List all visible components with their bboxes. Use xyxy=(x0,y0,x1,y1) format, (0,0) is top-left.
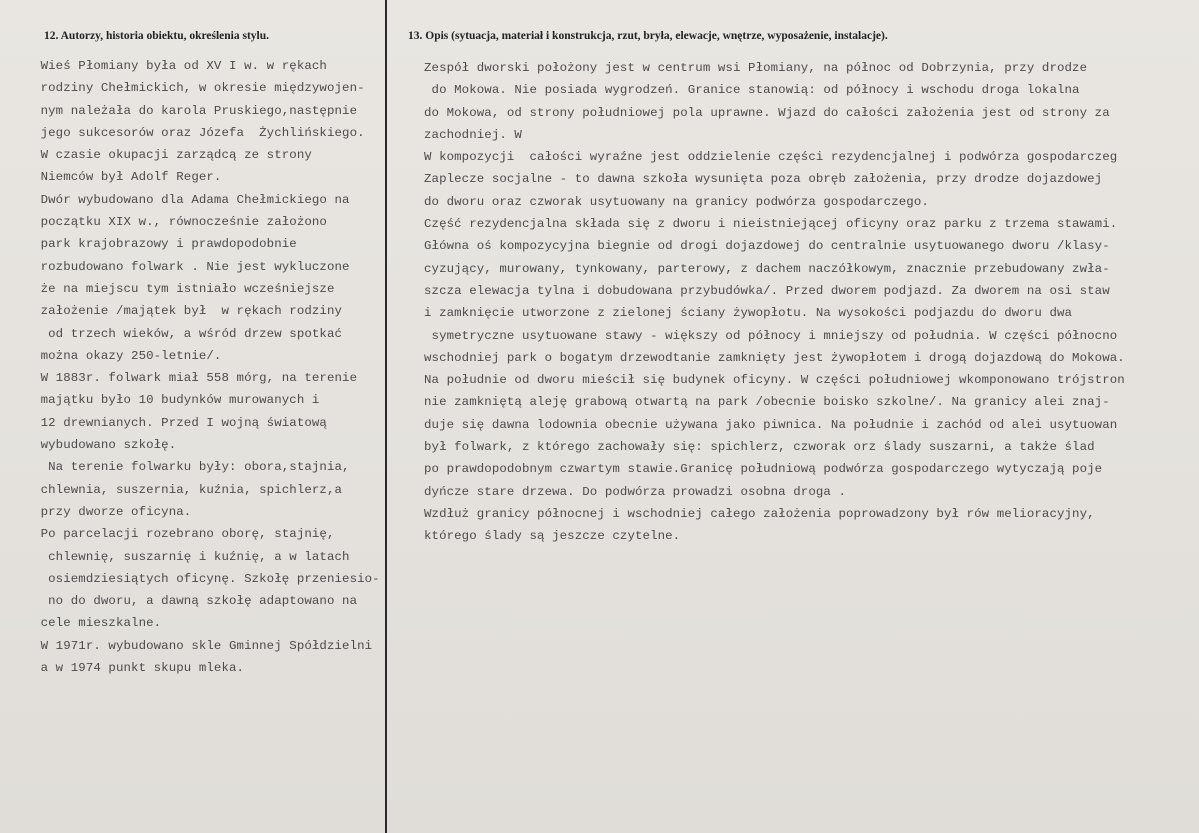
text-line: Część rezydencjalna składa się z dworu i nieistniejącej oficyny oraz parku z trzema stawami. xyxy=(424,217,1118,232)
text-line: W czasie okupacji zarządcą ze strony xyxy=(18,148,312,163)
text-line: nie zamkniętą aleję grabową otwartą na park /obecnie boisko szkolne/. Na granicy alei znaj- xyxy=(424,395,1110,410)
text-line: szcza elewacja tylna i dobudowana przybudówka/. Przed dworem podjazd. Za dworem na osi staw xyxy=(424,283,1110,298)
text-line: W 1971r. wybudowano skle Gminnej Spółdzielni xyxy=(18,638,373,653)
text-line: W 1883r. folwark miał 558 mórg, na terenie xyxy=(18,371,358,386)
text-line: założenie /majątek był w rękach rodziny xyxy=(18,304,343,319)
text-line: W kompozycji całości wyraźne jest oddzielenie części rezydencjalnej i podwórza gospodarczeg xyxy=(424,150,1118,165)
text-line: wschodniej park o bogatym drzewodtanie zamknięty jest żywopłotem i drogą dojazdową do Mokowa. xyxy=(424,350,1125,365)
text-line: zachodniej. W xyxy=(424,127,522,142)
text-line: no do dworu, a dawną szkołę adaptowano na xyxy=(18,594,358,609)
text-line: Na terenie folwarku były: obora,stajnia, xyxy=(18,460,350,475)
text-line: osiemdziesiątych oficynę. Szkołę przeniesio- xyxy=(18,571,380,586)
text-line: że na miejscu tym istniało wcześniejsze xyxy=(18,281,335,296)
text-line: Zespół dworski położony jest w centrum wsi Płomiany, na północ od Dobrzynia, przy drodze xyxy=(424,61,1088,75)
text-line: po prawdopodobnym czwartym stawie.Granicę południową podwórza gospodarczego wytyczają poje xyxy=(424,462,1103,477)
text-line: majątku było 10 budynków murowanych i xyxy=(18,393,320,408)
text-line: nym należała do karola Pruskiego,następnie xyxy=(18,103,358,118)
text-line: do Mokowa. Nie posiada wygrodzeń. Granice stanowią: od północy i wschodu droga lokalna xyxy=(424,83,1080,98)
text-line: przy dworze oficyna. xyxy=(18,504,192,519)
history-text-column xyxy=(18,55,380,679)
description-text-column xyxy=(424,57,1194,548)
text-line: rozbudowano folwark . Nie jest wykluczone xyxy=(18,259,350,274)
column-divider xyxy=(385,0,387,833)
text-line: wybudowano szkołę. xyxy=(18,438,177,453)
text-line: dyńcze stare drzewa. Do podwórza prowadzi osobna droga . xyxy=(424,484,846,499)
text-line: był folwark, z którego zachowały się: spichlerz, czworak orz ślady suszarni, a także ślad xyxy=(424,440,1095,455)
text-line: Główna oś kompozycyjna biegnie od drogi dojazdowej do centralnie usytuowanego dworu /klasy- xyxy=(424,239,1110,254)
text-line: a w 1974 punkt skupu mleka. xyxy=(18,661,245,676)
text-line: symetryczne usytuowane stawy - większy od północy i mniejszy od południa. W części północno xyxy=(424,328,1118,343)
text-line: chlewnia, suszernia, kuźnia, spichlerz,a xyxy=(18,482,343,497)
text-line: Po parcelacji rozebrano oborę, stajnię, xyxy=(18,527,335,542)
text-line: Zaplecze socjalne - to dawna szkoła wysunięta poza obręb założenia, przy drodze dojazdowej xyxy=(424,172,1103,187)
text-line: duje się dawna lodownia obecnie używana jako piwnica. Na południe i zachód od alei usytuowan xyxy=(424,417,1118,432)
text-line: Wieś Płomiany była od XV I w. w rękach xyxy=(18,59,327,73)
text-line: cele mieszkalne. xyxy=(18,616,162,631)
text-line: Wzdłuż granicy północnej i wschodniej całego założenia poprowadzony był rów melioracyjny, xyxy=(424,506,1095,521)
text-line: cyzujący, murowany, tynkowany, parterowy, z dachem naczółkowym, znacznie przebudowany zwła- xyxy=(424,261,1110,276)
text-line: początku XIX w., równocześnie założono xyxy=(18,215,327,230)
text-line: chlewnię, suszarnię i kuźnię, a w latach xyxy=(18,549,350,564)
text-line: Niemców był Adolf Reger. xyxy=(18,170,222,185)
text-line: od trzech wieków, a wśród drzew spotkać xyxy=(18,326,343,341)
text-line: którego ślady są jeszcze czytelne. xyxy=(424,529,681,544)
text-line: można okazy 250-letnie/. xyxy=(18,348,222,363)
text-line: park krajobrazowy i prawdopodobnie xyxy=(18,237,297,252)
text-line: do dworu oraz czworak usytuowany na granicy podwórza gospodarczego. xyxy=(424,194,929,209)
section-13-heading: 13. Opis (sytuacja, materiał i konstrukcja, rzut, bryła, elewacje, wnętrze, wyposażenie, instalacje). xyxy=(408,30,888,42)
text-line: jego sukcesorów oraz Józefa Żychlińskiego. xyxy=(18,125,365,140)
text-line: Na południe od dworu mieścił się budynek oficyny. W części południowej wkomponowano trójstron xyxy=(424,373,1125,388)
text-line: Dwór wybudowano dla Adama Chełmickiego na xyxy=(18,192,350,207)
section-12-heading: 12. Autorzy, historia obiektu, określenia stylu. xyxy=(44,30,270,42)
text-line: rodziny Chełmickich, w okresie międzywojen- xyxy=(18,81,365,96)
text-line: 12 drewnianych. Przed I wojną światową xyxy=(18,415,327,430)
text-line: i zamknięcie utworzone z zielonej ściany żywopłotu. Na wysokości podjazdu do dworu dwa xyxy=(424,306,1073,321)
text-line: do Mokowa, od strony południowej pola uprawne. Wjazd do całości założenia jest od strony za xyxy=(424,105,1110,120)
